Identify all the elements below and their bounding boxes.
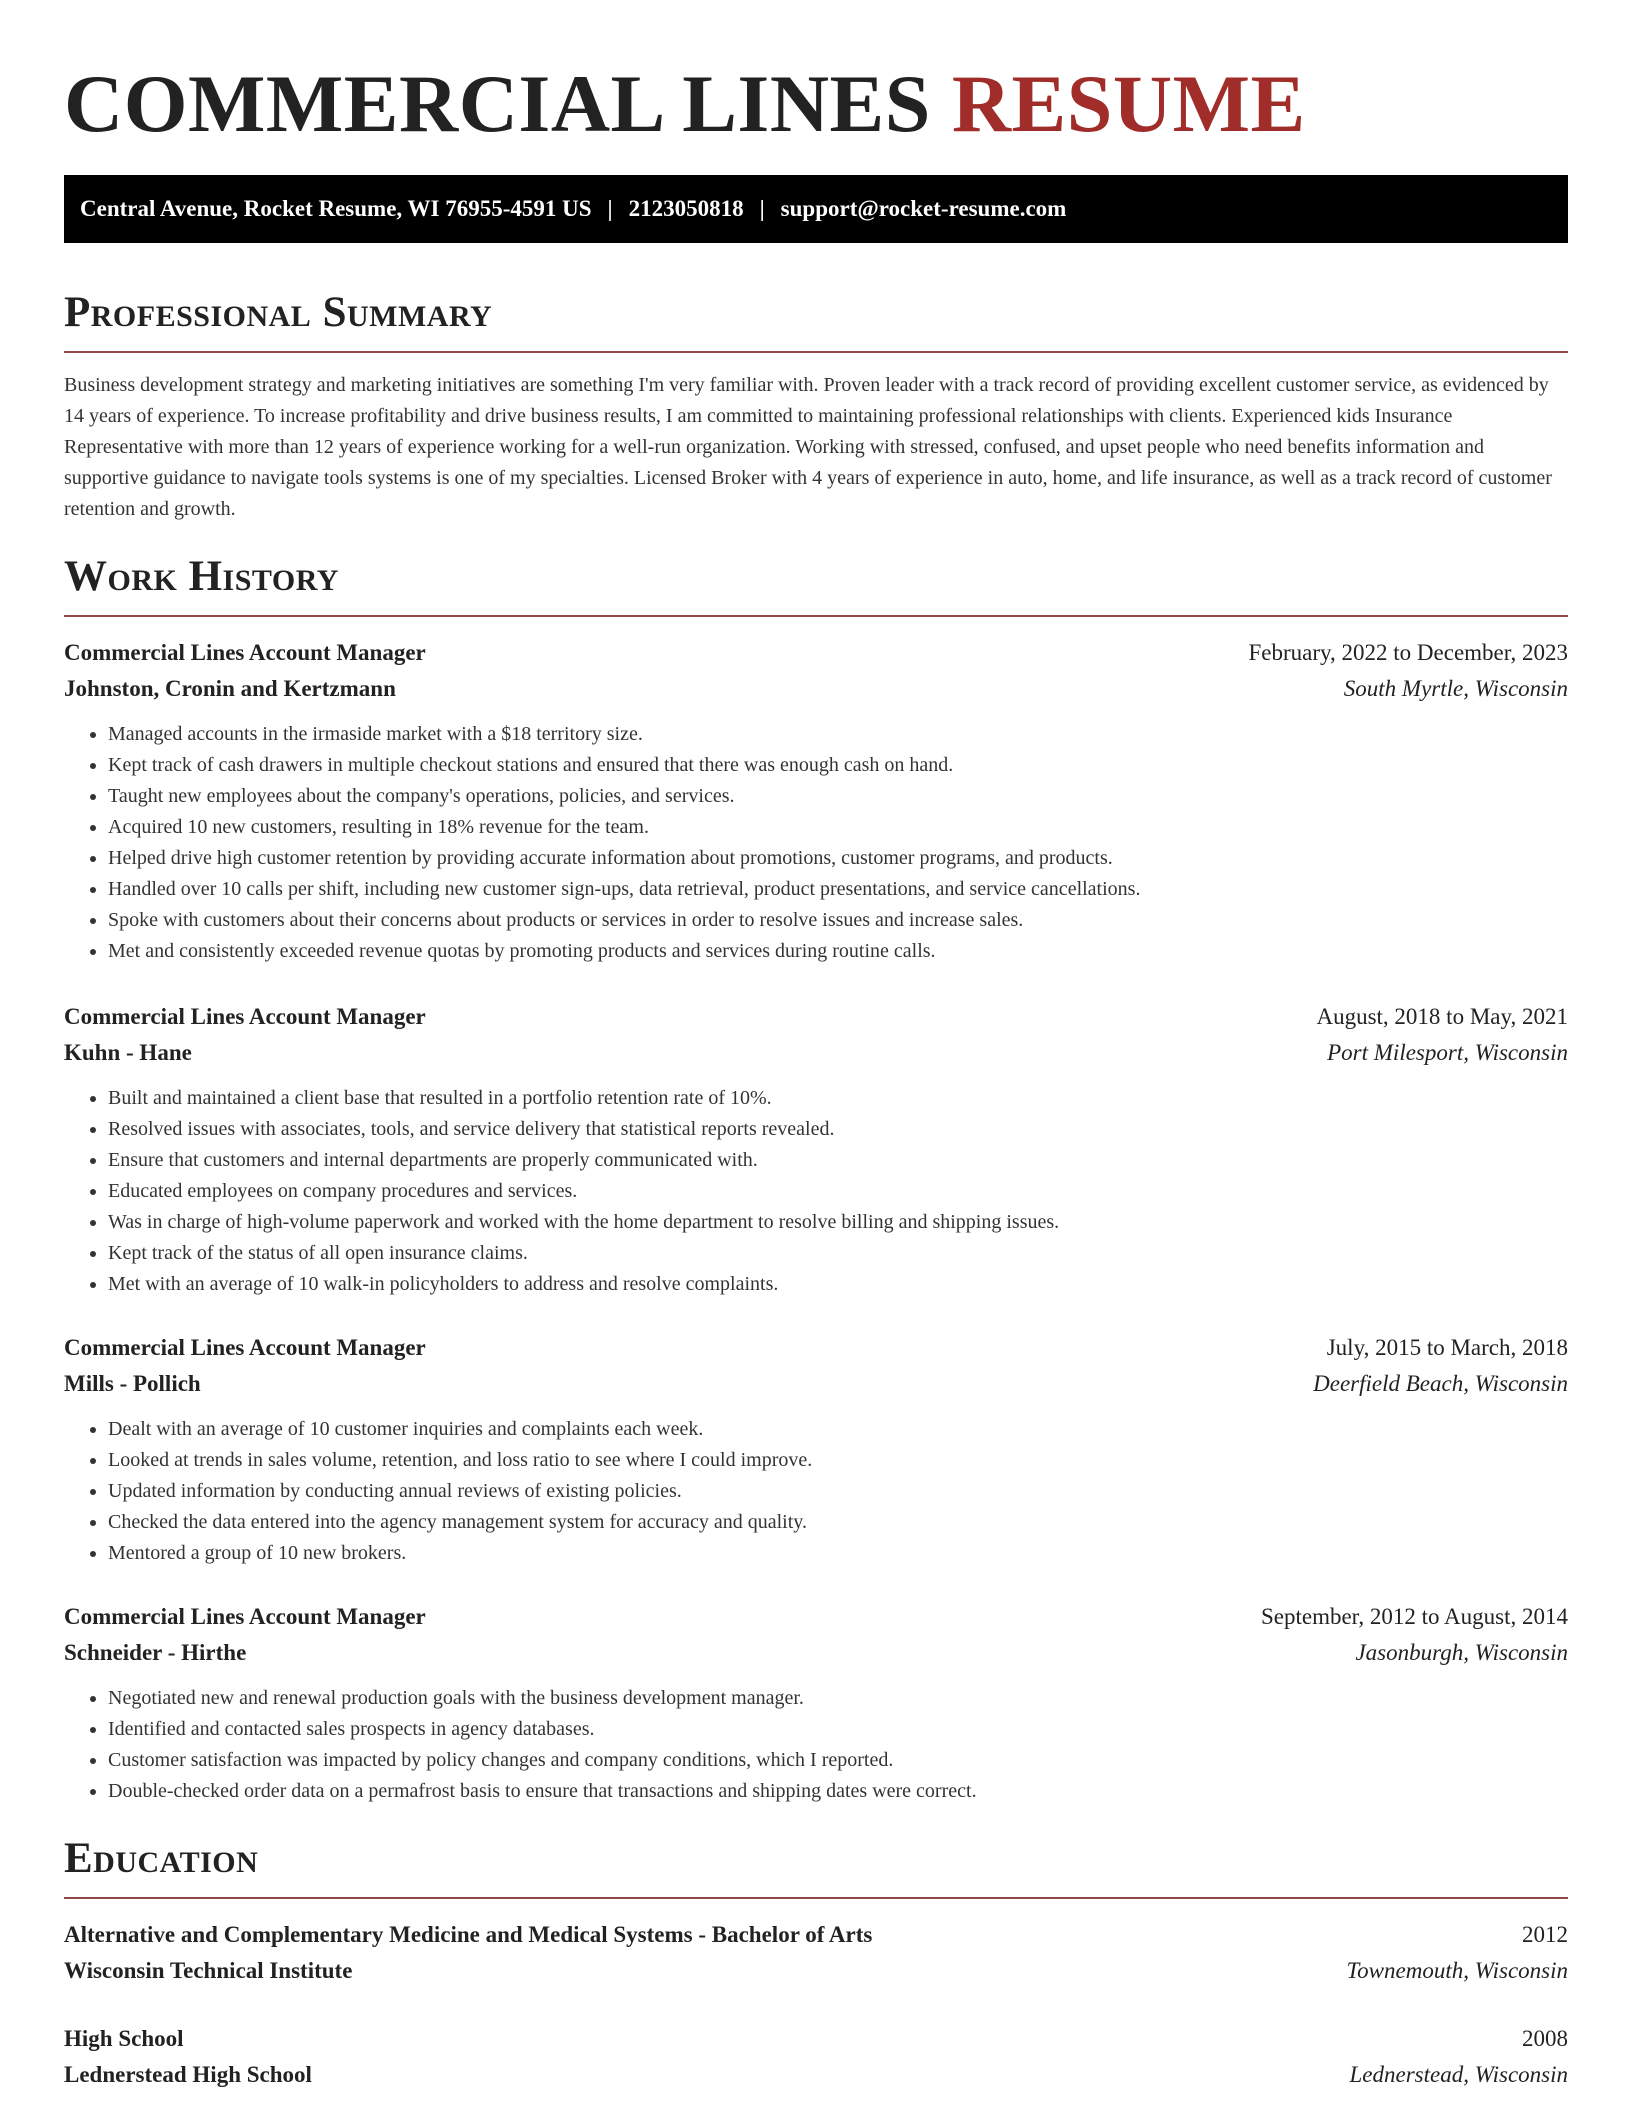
job-bullet: • Was in charge of high-volume paperwork and worked with the home department to resolve billing and shipping issues. (108, 1207, 1568, 1238)
job-location: Port Milesport, Wisconsin (1327, 1040, 1568, 1065)
job-company-row (64, 1366, 1568, 1402)
job-entry (64, 999, 1568, 1300)
job-bullet: • Resolved issues with associates, tools, and service delivery that statistical reports revealed. (108, 1114, 1568, 1145)
job-header-row (64, 1599, 1568, 1635)
contact-phone[interactable]: 2123050818 (628, 196, 744, 221)
job-company: Mills - Pollich (64, 1371, 201, 1396)
job-bullet: • Double-checked order data on a permafrost basis to ensure that transactions and shipping dates were correct. (108, 1776, 1568, 1807)
education-school-row (64, 1953, 1568, 1989)
job-header-row (64, 1330, 1568, 1366)
job-bullet-list (64, 1683, 1568, 1807)
job-bullet: • Updated information by conducting annual reviews of existing policies. (108, 1476, 1568, 1507)
job-bullet: • Handled over 10 calls per shift, including new customer sign-ups, data retrieval, product presentations, and service cancellations. (108, 874, 1568, 905)
job-entry (64, 1599, 1568, 1807)
job-company: Schneider - Hirthe (64, 1640, 247, 1665)
job-company: Kuhn - Hane (64, 1040, 192, 1065)
job-bullet-list (64, 1414, 1568, 1569)
job-bullet: • Ensure that customers and internal departments are properly communicated with. (108, 1145, 1568, 1176)
job-bullet-list (64, 719, 1568, 967)
contact-separator: | (607, 196, 613, 221)
job-bullet: • Helped drive high customer retention by providing accurate information about promotions, customer programs, and products. (108, 843, 1568, 874)
job-company-row (64, 1035, 1568, 1071)
contact-bar (64, 175, 1568, 243)
work-history-heading: Work History (64, 553, 339, 600)
job-dates: July, 2015 to March, 2018 (1326, 1335, 1568, 1360)
education-degree: High School (64, 2026, 184, 2051)
education-degree-row (64, 1917, 1568, 1953)
education-degree: Alternative and Complementary Medicine and Medical Systems - Bachelor of Arts (64, 1922, 873, 1947)
education-year: 2008 (1522, 2026, 1568, 2051)
job-entry (64, 635, 1568, 967)
education-school: Wisconsin Technical Institute (64, 1958, 353, 1983)
education-section (64, 1833, 1568, 2093)
job-bullet: • Educated employees on company procedures and services. (108, 1176, 1568, 1207)
job-company-row (64, 1635, 1568, 1671)
education-entry (64, 1917, 1568, 1989)
job-location: Deerfield Beach, Wisconsin (1313, 1371, 1568, 1396)
job-dates: August, 2018 to May, 2021 (1316, 1004, 1568, 1029)
work-history-section (64, 551, 1568, 1807)
education-heading: Education (64, 1835, 259, 1882)
job-bullet: • Negotiated new and renewal production goals with the business development manager. (108, 1683, 1568, 1714)
job-header-row (64, 635, 1568, 671)
title-accent: RESUME (951, 58, 1306, 149)
job-bullet: • Identified and contacted sales prospects in agency databases. (108, 1714, 1568, 1745)
job-bullet: • Customer satisfaction was impacted by policy changes and company conditions, which I reported. (108, 1745, 1568, 1776)
summary-text: Business development strategy and marketing initiatives are something I'm very familiar with. Proven leader with a track record of providing excellent customer service, as evidenced by 14 years of experience. To increase profitability and drive business results, I am committed to maintaining professional relationships with clients. Experienced kids Insurance Representative with more than 12 years of experience working for a well-run organization. Working with stressed, confused, and upset people who need benefits information and supportive guidance to navigate tools systems is one of my specialties. Licensed Broker with 4 years of experience in auto, home, and life insurance, as well as a track record of customer retention and growth. (64, 374, 1552, 520)
job-location: South Myrtle, Wisconsin (1343, 676, 1568, 701)
job-title: Commercial Lines Account Manager (64, 1604, 426, 1629)
job-title: Commercial Lines Account Manager (64, 1335, 426, 1360)
contact-address: Central Avenue, Rocket Resume, WI 76955-4591 US (80, 196, 592, 221)
education-school: Lednerstead High School (64, 2062, 312, 2087)
job-bullet: • Managed accounts in the irmaside market with a $18 territory size. (108, 719, 1568, 750)
job-title: Commercial Lines Account Manager (64, 640, 426, 665)
job-bullet: • Taught new employees about the company's operations, policies, and services. (108, 781, 1568, 812)
job-bullet: • Acquired 10 new customers, resulting in 18% revenue for the team. (108, 812, 1568, 843)
job-bullet: • Kept track of the status of all open insurance claims. (108, 1238, 1568, 1269)
section-divider (64, 615, 1568, 617)
job-bullet: • Dealt with an average of 10 customer inquiries and complaints each week. (108, 1414, 1568, 1445)
contact-email[interactable]: support@rocket-resume.com (780, 196, 1067, 221)
summary-section (64, 287, 1568, 525)
job-bullet: • Mentored a group of 10 new brokers. (108, 1538, 1568, 1569)
job-entry (64, 1330, 1568, 1569)
job-bullet-list (64, 1083, 1568, 1300)
contact-separator: | (759, 196, 765, 221)
education-school-row (64, 2057, 1568, 2093)
job-location: Jasonburgh, Wisconsin (1355, 1640, 1568, 1665)
education-entry (64, 2021, 1568, 2093)
title-main: COMMERCIAL LINES (64, 58, 931, 149)
summary-heading: Professional Summary (64, 289, 493, 336)
job-bullet: • Looked at trends in sales volume, retention, and loss ratio to see where I could improve. (108, 1445, 1568, 1476)
job-company: Johnston, Cronin and Kertzmann (64, 676, 396, 701)
job-bullet: • Spoke with customers about their concerns about products or services in order to resolve issues and increase sales. (108, 905, 1568, 936)
job-bullet: • Checked the data entered into the agency management system for accuracy and quality. (108, 1507, 1568, 1538)
job-bullet: • Built and maintained a client base that resulted in a portfolio retention rate of 10%. (108, 1083, 1568, 1114)
section-divider (64, 1897, 1568, 1899)
job-bullet: • Kept track of cash drawers in multiple checkout stations and ensured that there was enough cash on hand. (108, 750, 1568, 781)
education-location: Townemouth, Wisconsin (1346, 1958, 1568, 1983)
education-year: 2012 (1522, 1922, 1568, 1947)
education-location: Lednerstead, Wisconsin (1349, 2062, 1568, 2087)
job-header-row (64, 999, 1568, 1035)
section-divider (64, 351, 1568, 353)
job-company-row (64, 671, 1568, 707)
education-degree-row (64, 2021, 1568, 2057)
job-bullet: • Met and consistently exceeded revenue quotas by promoting products and services during routine calls. (108, 936, 1568, 967)
job-dates: September, 2012 to August, 2014 (1260, 1604, 1568, 1629)
resume-title (64, 0, 1568, 150)
job-dates: February, 2022 to December, 2023 (1248, 640, 1568, 665)
job-title: Commercial Lines Account Manager (64, 1004, 426, 1029)
job-bullet: • Met with an average of 10 walk-in policyholders to address and resolve complaints. (108, 1269, 1568, 1300)
